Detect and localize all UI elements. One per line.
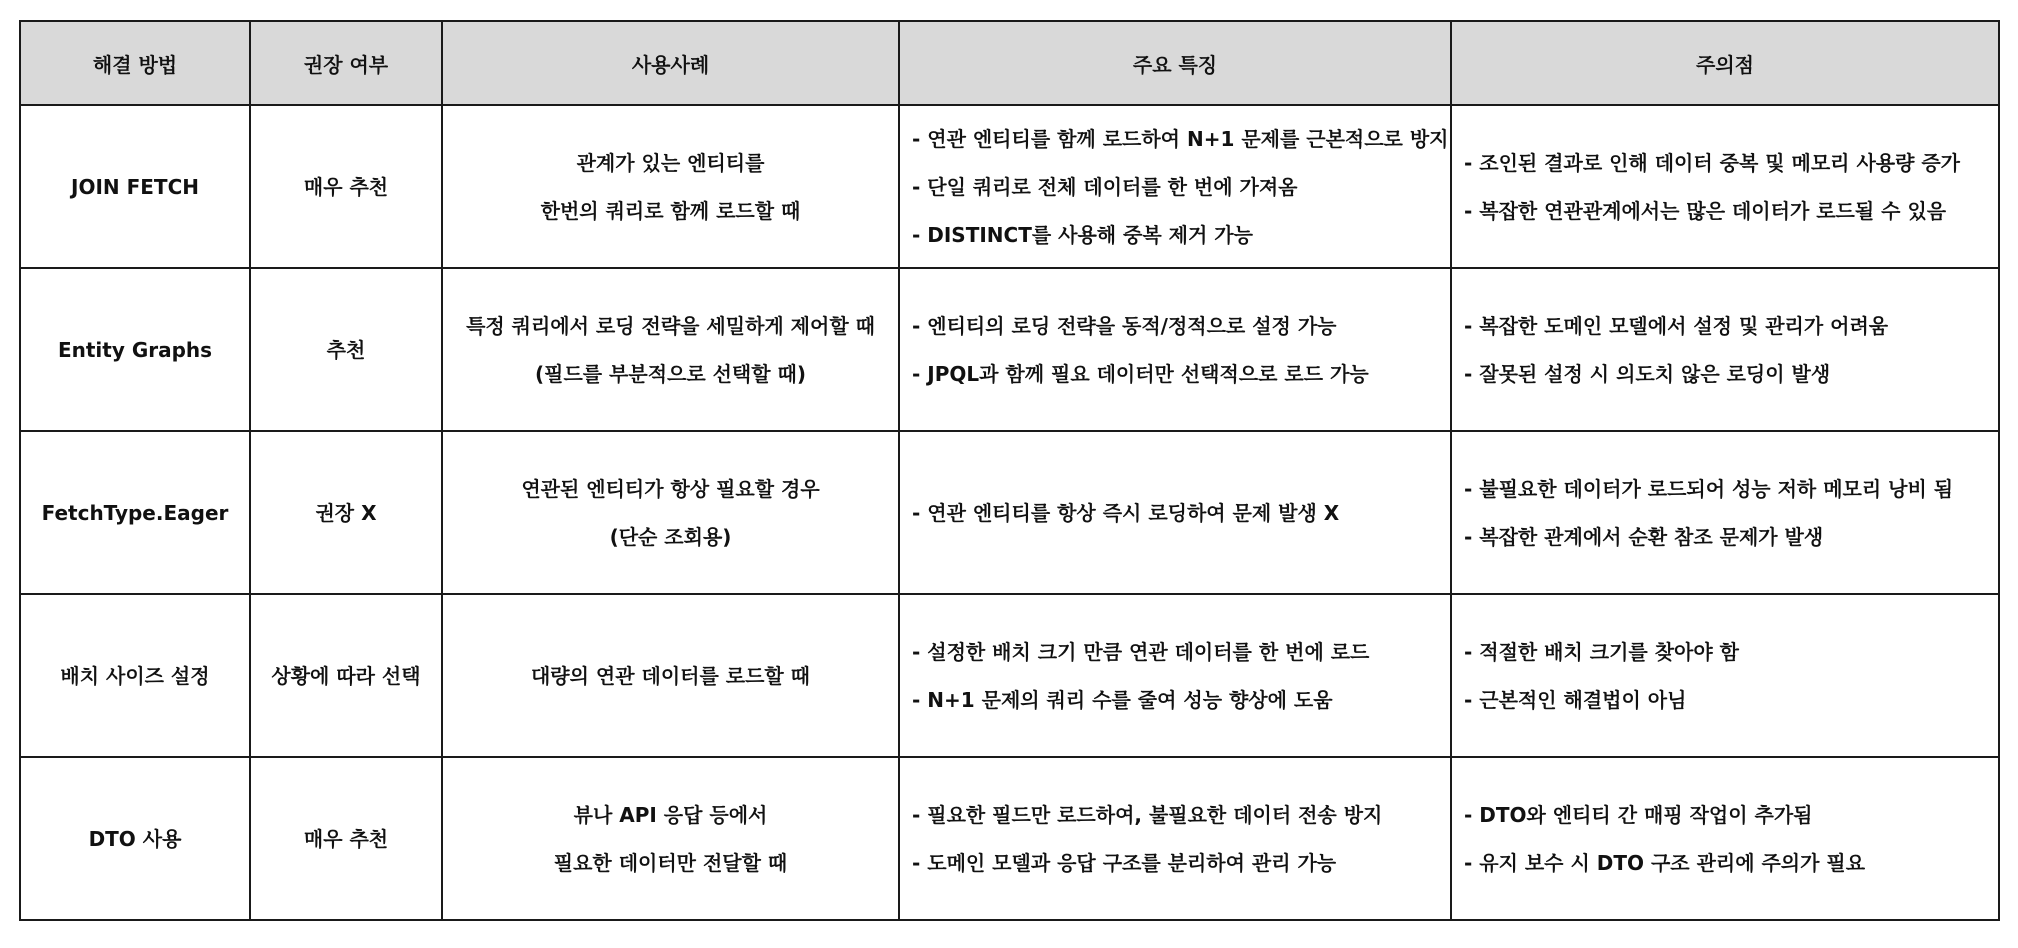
features-cell (899, 757, 1451, 920)
usecase-cell (442, 268, 899, 431)
cautions-cell-line: - 근본적인 해결법이 아님 (1464, 687, 1687, 712)
usecase-cell-line: 연관된 엔티티가 항상 필요할 경우 (521, 476, 820, 501)
usecase-cell-line: (단순 조회용) (609, 524, 732, 549)
usecase-cell (442, 105, 899, 268)
table-body (20, 105, 1999, 920)
recommend-cell: 매우 추천 (250, 105, 442, 268)
header-method: 해결 방법 (20, 21, 250, 105)
features-cell (899, 431, 1451, 594)
features-cell-line: - 도메인 모델과 응답 구조를 분리하여 관리 가능 (912, 850, 1337, 875)
cautions-cell-line: - 복잡한 관계에서 순환 참조 문제가 발생 (1464, 524, 1824, 549)
cautions-cell-line: - 불필요한 데이터가 로드되어 성능 저하 메모리 낭비 됨 (1464, 476, 1954, 501)
method-cell: Entity Graphs (20, 268, 250, 431)
usecase-cell (442, 431, 899, 594)
header-features: 주요 특징 (899, 21, 1451, 105)
features-cell-line: - DISTINCT를 사용해 중복 제거 가능 (912, 222, 1253, 247)
features-cell (899, 268, 1451, 431)
cautions-cell-line: - 유지 보수 시 DTO 구조 관리에 주의가 필요 (1464, 850, 1866, 875)
table-row (20, 594, 1999, 757)
header-cautions: 주의점 (1451, 21, 1999, 105)
method-cell: DTO 사용 (20, 757, 250, 920)
method-cell: 배치 사이즈 설정 (20, 594, 250, 757)
features-cell-line: - 연관 엔티티를 함께 로드하여 N+1 문제를 근본적으로 방지 (912, 126, 1449, 151)
table-row (20, 105, 1999, 268)
recommend-cell: 매우 추천 (250, 757, 442, 920)
usecase-cell-line: 관계가 있는 엔티티를 (576, 150, 765, 175)
usecase-cell (442, 757, 899, 920)
recommend-cell: 상황에 따라 선택 (250, 594, 442, 757)
cautions-cell (1451, 594, 1999, 757)
cautions-cell (1451, 757, 1999, 920)
method-cell: FetchType.Eager (20, 431, 250, 594)
usecase-cell-line: 필요한 데이터만 전달할 때 (553, 850, 788, 875)
features-cell (899, 594, 1451, 757)
comparison-table (19, 20, 2000, 921)
usecase-cell-line: 특정 쿼리에서 로딩 전략을 세밀하게 제어할 때 (466, 313, 875, 338)
cautions-cell-line: - 복잡한 도메인 모델에서 설정 및 관리가 어려움 (1464, 313, 1889, 338)
method-cell: JOIN FETCH (20, 105, 250, 268)
usecase-cell-line: 한번의 쿼리로 함께 로드할 때 (540, 198, 801, 223)
usecase-cell-line: 대량의 연관 데이터를 로드할 때 (530, 663, 810, 688)
table-row (20, 268, 1999, 431)
features-cell-line: - 엔티티의 로딩 전략을 동적/정적으로 설정 가능 (912, 313, 1337, 338)
recommend-cell: 추천 (250, 268, 442, 431)
cautions-cell-line: - 복잡한 연관관계에서는 많은 데이터가 로드될 수 있음 (1464, 198, 1947, 223)
usecase-cell-line: 뷰나 API 응답 등에서 (573, 802, 768, 827)
cautions-cell-line: - 조인된 결과로 인해 데이터 중복 및 메모리 사용량 증가 (1464, 150, 1961, 175)
table-row (20, 431, 1999, 594)
header-recommend: 권장 여부 (250, 21, 442, 105)
header-row (20, 21, 1999, 105)
features-cell-line: - JPQL과 함께 필요 데이터만 선택적으로 로드 가능 (912, 361, 1369, 386)
features-cell-line: - 단일 쿼리로 전체 데이터를 한 번에 가져옴 (912, 174, 1298, 199)
cautions-cell (1451, 431, 1999, 594)
table-header (20, 21, 1999, 105)
usecase-cell (442, 594, 899, 757)
features-cell-line: - 연관 엔티티를 항상 즉시 로딩하여 문제 발생 X (912, 500, 1340, 525)
cautions-cell-line: - DTO와 엔티티 간 매핑 작업이 추가됨 (1464, 802, 1813, 827)
comparison-table-wrapper (19, 20, 2000, 921)
usecase-cell-line: (필드를 부분적으로 선택할 때) (534, 361, 806, 386)
table-row (20, 757, 1999, 920)
recommend-cell: 권장 X (250, 431, 442, 594)
cautions-cell-line: - 적절한 배치 크기를 찾아야 함 (1464, 639, 1739, 664)
features-cell-line: - 설정한 배치 크기 만큼 연관 데이터를 한 번에 로드 (912, 639, 1370, 664)
features-cell-line: - N+1 문제의 쿼리 수를 줄여 성능 향상에 도움 (912, 687, 1333, 712)
features-cell (899, 105, 1451, 268)
cautions-cell (1451, 268, 1999, 431)
cautions-cell (1451, 105, 1999, 268)
features-cell-line: - 필요한 필드만 로드하여, 불필요한 데이터 전송 방지 (912, 802, 1383, 827)
cautions-cell-line: - 잘못된 설정 시 의도치 않은 로딩이 발생 (1464, 361, 1831, 386)
header-usecase: 사용사례 (442, 21, 899, 105)
